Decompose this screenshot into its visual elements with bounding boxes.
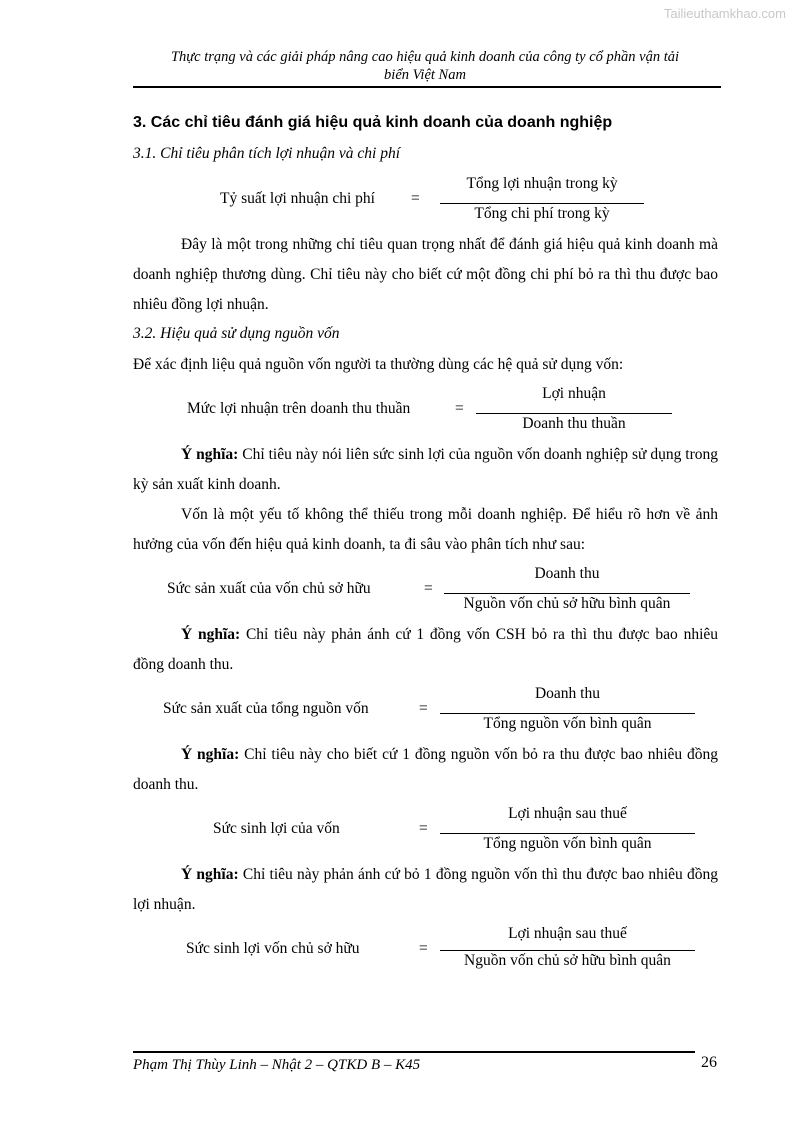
header-divider (133, 86, 721, 88)
paragraph-7-label: Ý nghĩa: (181, 866, 239, 883)
formula-5-numerator: Lợi nhuận sau thuế (508, 805, 627, 822)
paragraph-7 (133, 860, 718, 920)
formula-4-equals: = (419, 700, 428, 717)
formula-2-equals: = (455, 400, 464, 417)
formula-1-denominator: Tổng chi phí trong kỳ (474, 205, 610, 222)
formula-2-denominator: Doanh thu thuần (522, 415, 626, 432)
formula-6-equals: = (419, 940, 428, 957)
header-title-line2: biển Việt Nam (384, 67, 466, 83)
subheading-3-1: 3.1. Chỉ tiêu phân tích lợi nhuận và chi phí (133, 145, 401, 162)
formula-6-label: Sức sinh lợi vốn chủ sở hữu (186, 940, 360, 957)
formula-3-equals: = (424, 580, 433, 597)
formula-6-denominator: Nguồn vốn chủ sở hữu bình quân (464, 952, 671, 969)
formula-5-label: Sức sinh lợi của vốn (213, 820, 340, 837)
formula-4-fraction-bar (440, 713, 695, 714)
paragraph-4 (133, 500, 718, 560)
formula-5-fraction-bar (440, 833, 695, 834)
formula-1-numerator: Tổng lợi nhuận trong kỳ (466, 175, 618, 192)
formula-3-denominator: Nguồn vốn chủ sở hữu bình quân (463, 595, 671, 612)
formula-1-fraction-bar (440, 203, 644, 204)
paragraph-2-text: Để xác định liệu quả nguồn vốn người ta thường dùng các hệ quả sử dụng vốn: (133, 356, 624, 373)
paragraph-2 (133, 350, 718, 380)
formula-5-equals: = (419, 820, 428, 837)
formula-3-label: Sức sản xuất của vốn chủ sở hữu (167, 580, 371, 597)
formula-2-fraction-bar (476, 413, 672, 414)
paragraph-5-label: Ý nghĩa: (181, 626, 241, 643)
paragraph-1 (133, 230, 718, 320)
paragraph-6 (133, 740, 718, 800)
formula-2-label: Mức lợi nhuận trên doanh thu thuần (187, 400, 411, 417)
section-heading: 3. Các chỉ tiêu đánh giá hiệu quả kinh doanh của doanh nghiệp (133, 114, 613, 131)
formula-4-label: Sức sản xuất của tổng nguồn vốn (163, 700, 369, 717)
paragraph-3 (133, 440, 718, 500)
formula-1-equals: = (411, 190, 420, 207)
subheading-3-2: 3.2. Hiệu quả sử dụng nguồn vốn (133, 325, 340, 342)
paragraph-5 (133, 620, 718, 680)
paragraph-6-text: Chỉ tiêu này cho biết cứ 1 đồng nguồn vốn bỏ ra thu được bao nhiêu đồng doanh thu. (133, 746, 718, 793)
formula-4-numerator: Doanh thu (534, 685, 600, 702)
formula-6-fraction-bar (440, 950, 695, 951)
watermark: Tailieuthamkhao.com (663, 6, 786, 21)
formula-3-numerator: Doanh thu (534, 565, 600, 582)
paragraph-4-text: Vốn là một yếu tố không thể thiếu trong mỗi doanh nghiệp. Để hiểu rõ hơn về ảnh hưởng của vốn đến hiệu quả kinh doanh, ta đi sâu vào phân tích như sau: (133, 506, 718, 553)
running-header (130, 48, 720, 84)
footer-author: Phạm Thị Thùy Linh – Nhật 2 – QTKD B – K45 (133, 1057, 421, 1073)
paragraph-7-text: Chỉ tiêu này phản ánh cứ bỏ 1 đồng nguồn vốn thì thu được bao nhiêu đồng lợi nhuận. (133, 866, 718, 913)
formula-3-fraction-bar (444, 593, 690, 594)
formula-5-denominator: Tổng nguồn vốn bình quân (483, 835, 652, 852)
formula-2-numerator: Lợi nhuận (542, 385, 606, 402)
paragraph-6-label: Ý nghĩa: (181, 746, 240, 763)
formula-4-denominator: Tổng nguồn vốn bình quân (483, 715, 652, 732)
formula-1-label: Tỷ suất lợi nhuận chi phí (220, 190, 375, 207)
header-title-line1: Thực trạng và các giải pháp nâng cao hiệu quả kinh doanh của công ty cổ phần vận tải (170, 49, 680, 65)
paragraph-3-label: Ý nghĩa: (181, 446, 239, 463)
page-number: 26 (701, 1054, 717, 1071)
formula-6-numerator: Lợi nhuận sau thuế (508, 925, 627, 942)
paragraph-3-text: Chỉ tiêu này nói liên sức sinh lợi của nguồn vốn doanh nghiệp sử dụng trong kỳ sản xuất kinh doanh. (133, 446, 718, 493)
paragraph-1-text: Đây là một trong những chỉ tiêu quan trọng nhất để đánh giá hiệu quả kinh doanh mà doanh nghiệp thương dùng. Chỉ tiêu này cho biết cứ một đồng chi phí bỏ ra thì thu được bao nhiêu đồng lợi nhuận. (133, 236, 718, 313)
footer-divider (133, 1051, 695, 1053)
paragraph-5-text: Chỉ tiêu này phản ánh cứ 1 đồng vốn CSH bỏ ra thì thu được bao nhiêu đồng doanh thu. (133, 626, 719, 673)
